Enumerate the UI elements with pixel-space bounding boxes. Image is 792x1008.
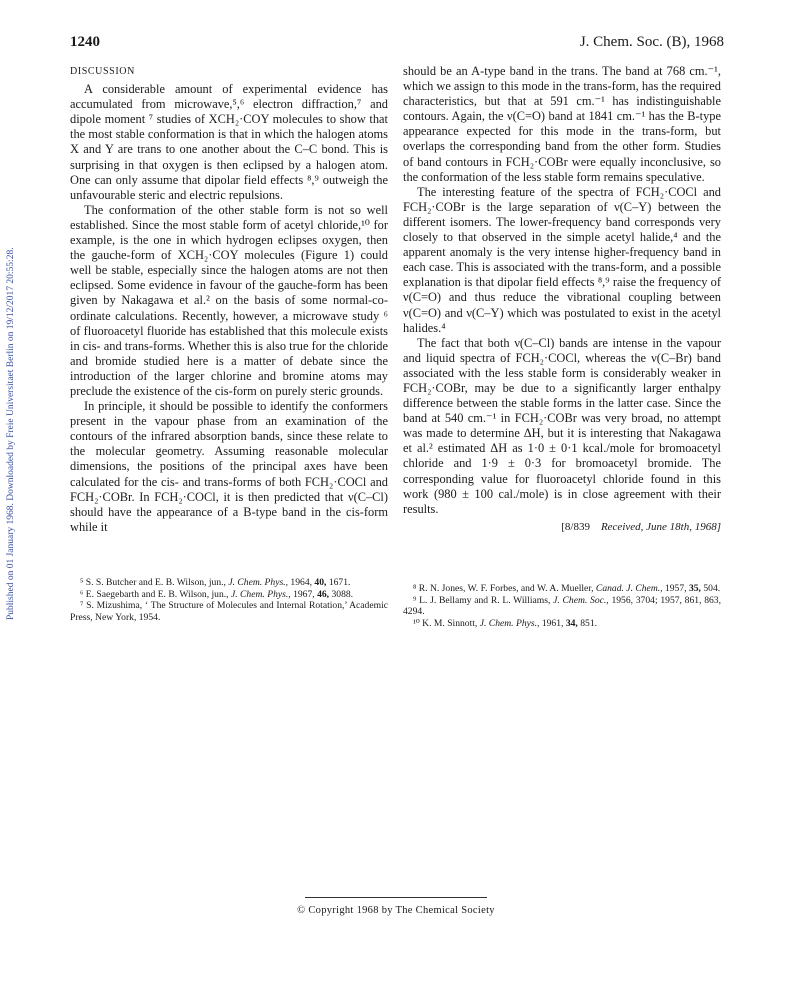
footnotes-left [70, 577, 388, 623]
paragraph: The interesting feature of the spectra of FCH₂·COCl and FCH₂·COBr is the large separation of ν(C–Y) between the different isomers. The lower-frequency band corresponds very closely to that observed in the simple acetyl halide,⁴ and the apparent anomaly is the very intense higher-frequency band in each case. This is associated with the trans-form, and a possible explanation is that dipolar field effects ⁸,⁹ raise the frequency of ν(C=O) and thus reduce the vibrational coupling between ν(C=O) and ν(C–Y) which was postulated to exist in the acetyl halides.⁴ [403, 184, 721, 335]
journal-header: J. Chem. Soc. (B), 1968 [579, 34, 724, 50]
footnotes-right [403, 583, 721, 629]
paragraph: should be an A-type band in the trans. The band at 768 cm.⁻¹, which we assign to this mode in the trans-form, has the required characteristics, but that at 591 cm.⁻¹ has indistinguishable contours. Again, the ν(C=O) band at 1841 cm.⁻¹ has the B-type appearance expected for this mode in the trans-form, but overlaps the corresponding band from the other form. Studies of band contours in FCH₂·COBr were equally inconclusive, so the conformation of the less stable form remains speculative. [403, 64, 721, 184]
section-heading: DISCUSSION [70, 66, 135, 77]
footnote: ⁶ E. Saegebarth and E. B. Wilson, jun., J. Chem. Phys., 1967, 46, 3088. [80, 588, 354, 600]
footnote: ⁸ R. N. Jones, W. F. Forbes, and W. A. Mueller, Canad. J. Chem., 1957, 35, 504. [413, 583, 721, 594]
footnote: ¹⁰ K. M. Sinnott, J. Chem. Phys., 1961, 34, 851. [413, 617, 598, 629]
paragraph: In principle, it should be possible to identify the conformers present in the vapour phase from an examination of the contours of the infrared absorption bands, since these relate to the molecular geometry. Assuming reasonable molecular dimensions, the positions of the principal axes have been calculated for the cis- and trans-forms of both FCH₂·COCl and FCH₂·COBr. In FCH₂·COCl, it is then predicted that ν(C–Cl) should have the appearance of a B-type band in the cis-form while it [70, 399, 388, 534]
page-number: 1240 [70, 34, 100, 50]
footnote: ⁹ L. J. Bellamy and R. L. Williams, J. Chem. Soc., 1956, 3704; 1957, 861, 863, 4294. [403, 594, 721, 618]
footer-rule [305, 897, 487, 898]
footnote: ⁷ S. Mizushima, ‘ The Structure of Molecules and Internal Rotation,’ Academic Press, New York, 1954. [70, 600, 388, 623]
download-watermark-text: Published on 01 January 1968. Downloaded by Freie Universitaet Berlin on 19/12/2017 20:55:28. [6, 247, 16, 620]
paragraph: A considerable amount of experimental evidence has accumulated from microwave,⁵,⁶ electron diffraction,⁷ and dipole moment ⁷ studies of XCH₂·COY molecules to show that the most stable conformation is that in which the halogen atoms X and Y are trans to one another about the C–C bond. This is surprising in that oxygen is then eclipsed by a halogen atom. One can only assume that dipolar field effects ⁸,⁹ outweigh the unfavourable steric and electric repulsions. [70, 82, 388, 202]
paragraph: The conformation of the other stable form is not so well established. Since the most stable form of acetyl chloride,¹⁰ for example, is the one in which hydrogen eclipses oxygen, then the gauche-form of XCH₂·COY molecules (Figure 1) could well be stable, especially since the halogen atoms are not then eclipsed. Some evidence in favour of the gauche-form has been given by Nakagawa et al.² on the basis of some normal-co-ordinate calculations. Recently, however, a microwave study ⁶ of fluoroacetyl fluoride has established that this molecule exists in cis- and trans-forms. Whether this is also true for the chloride and bromide studied here is a matter of debate since the introduction of the larger chlorine and bromine atoms may preclude the existence of the cis-form on purely steric grounds. [70, 202, 388, 398]
received-date [403, 520, 721, 535]
received-ref: [8/839 [561, 520, 590, 533]
right-column [403, 64, 721, 535]
received-text: Received, June 18th, 1968] [600, 520, 721, 533]
copyright-notice: © Copyright 1968 by The Chemical Society [297, 905, 495, 916]
left-column [70, 64, 388, 535]
download-watermark [4, 120, 18, 620]
footnote: ⁵ S. S. Butcher and E. B. Wilson, jun., J. Chem. Phys., 1964, 40, 1671. [80, 577, 351, 588]
paragraph: The fact that both ν(C–Cl) bands are intense in the vapour and liquid spectra of FCH₂·COCl, whereas the ν(C–Br) band associated with the less stable form is considerably weaker in FCH₂·COBr, may be due to a significantly larger enthalpy difference between the stable forms in the latter case. Since the band at 540 cm.⁻¹ in FCH₂·COBr was very broad, no attempt was made to determine ΔH, but it is interesting that Nakagawa et al.² estimated ΔH as 1·0 ± 0·1 kcal./mole for bromoacetyl chloride and 1·9 ± 0·3 for bromoacetyl bromide. The corresponding value for fluoroacetyl chloride found in this work (980 ± 100 cal./mole) is in close agreement with their results. [403, 335, 721, 516]
